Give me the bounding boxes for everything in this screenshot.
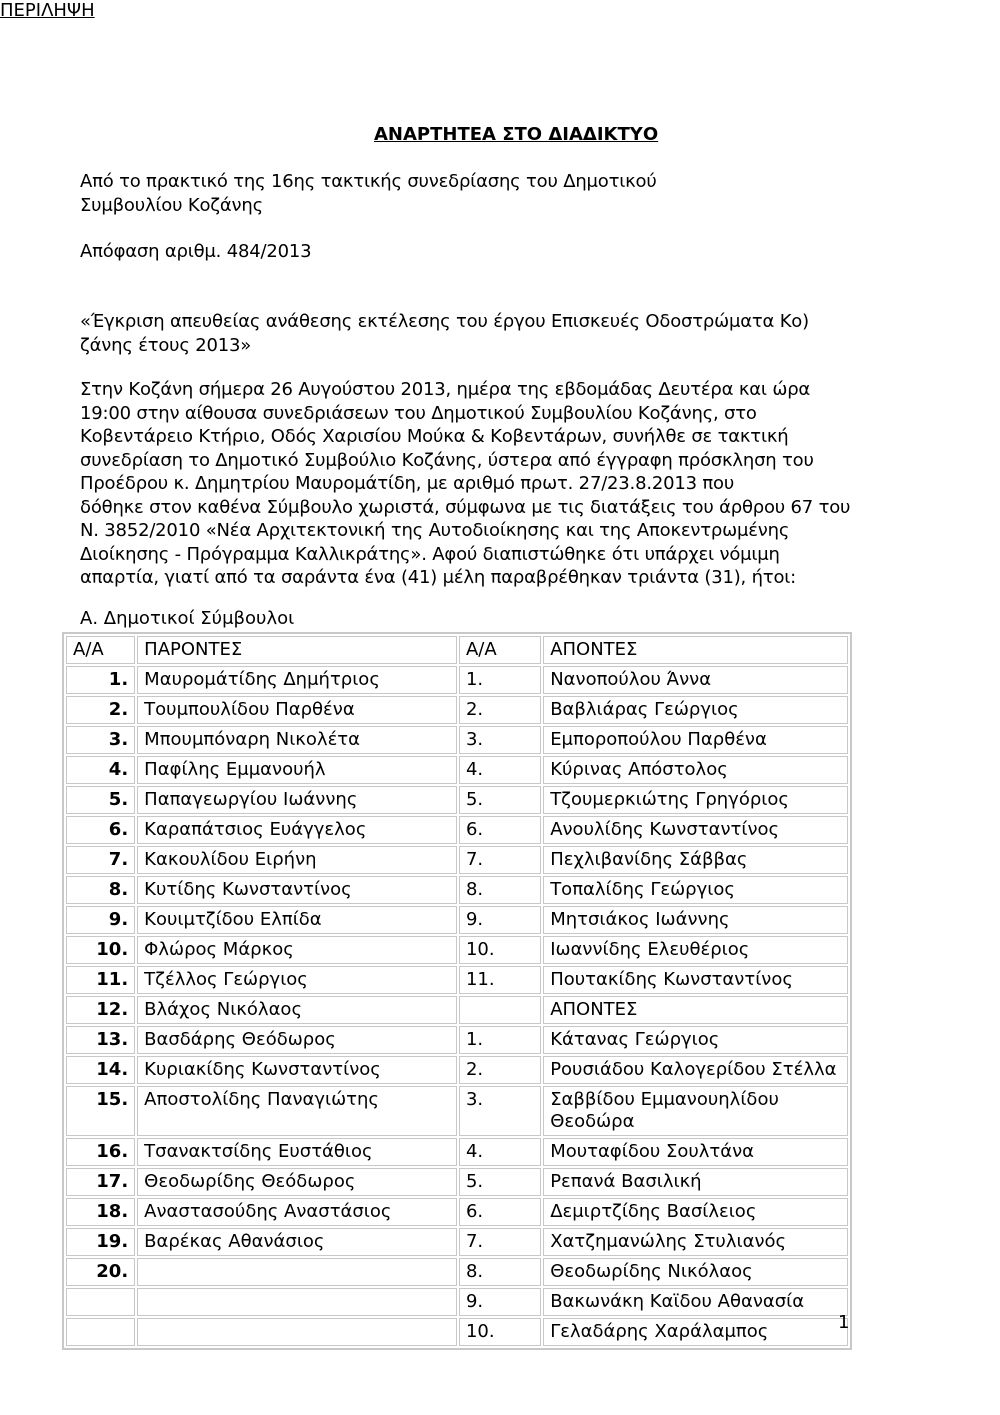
- right-number-cell: 2.: [459, 1056, 541, 1084]
- document-heading: ΑΝΑΡΤΗΤΕΑ ΣΤΟ ΔΙΑΔΙΚΤΥΟ: [374, 124, 659, 145]
- column-header: Α/Α: [66, 636, 135, 664]
- left-number-cell: 13.: [66, 1026, 135, 1054]
- members-table: [62, 632, 852, 1350]
- left-name-cell: Αναστασούδης Αναστάσιος: [137, 1198, 457, 1226]
- right-name-cell: Εμποροπούλου Παρθένα: [543, 726, 848, 754]
- right-number-cell: 1.: [459, 1026, 541, 1054]
- table-row: [66, 696, 848, 724]
- body-line: Στην Κοζάνη σήμερα 26 Αυγούστου 2013, ημέρα της εβδομάδας Δευτέρα και ώρα: [80, 379, 811, 400]
- right-number-cell: 5.: [459, 1168, 541, 1196]
- left-number-cell: 8.: [66, 876, 135, 904]
- right-number-cell: 4.: [459, 756, 541, 784]
- right-number-cell: 7.: [459, 1228, 541, 1256]
- subject-paragraph: [80, 310, 880, 357]
- table-row: [66, 1168, 848, 1196]
- right-number-cell: 9.: [459, 1288, 541, 1316]
- left-number-cell: 10.: [66, 936, 135, 964]
- left-number-cell: 3.: [66, 726, 135, 754]
- left-number-cell: 9.: [66, 906, 135, 934]
- right-number-cell: 6.: [459, 816, 541, 844]
- table-row: [66, 846, 848, 874]
- right-name-cell: Πεχλιβανίδης Σάββας: [543, 846, 848, 874]
- left-number-cell: 11.: [66, 966, 135, 994]
- left-number-cell: [66, 1318, 135, 1346]
- left-name-cell: Μαυρομάτίδης Δημήτριος: [137, 666, 457, 694]
- left-name-cell: Τζέλλος Γεώργιος: [137, 966, 457, 994]
- left-name-cell: Παφίλης Εμμανουήλ: [137, 756, 457, 784]
- left-name-cell: Κακουλίδου Ειρήνη: [137, 846, 457, 874]
- left-name-cell: Φλώρος Μάρκος: [137, 936, 457, 964]
- left-number-cell: 18.: [66, 1198, 135, 1226]
- right-name-cell: Ρεπανά Βασιλική: [543, 1168, 848, 1196]
- right-name-cell: Χατζημανώλης Στυλιανός: [543, 1228, 848, 1256]
- right-number-cell: 8.: [459, 1258, 541, 1286]
- table-row: [66, 1056, 848, 1084]
- right-name-cell: Τοπαλίδης Γεώργιος: [543, 876, 848, 904]
- right-name-cell: ΑΠΟΝΤΕΣ: [543, 996, 848, 1024]
- right-number-cell: 9.: [459, 906, 541, 934]
- left-name-cell: Κυριακίδης Κωνσταντίνος: [137, 1056, 457, 1084]
- section-title: Α. Δημοτικοί Σύμβουλοι: [80, 608, 295, 629]
- table-row: [66, 666, 848, 694]
- column-header: Α/Α: [459, 636, 541, 664]
- table-row: [66, 1228, 848, 1256]
- right-number-cell: 5.: [459, 786, 541, 814]
- right-number-cell: 3.: [459, 1086, 541, 1136]
- left-number-cell: 20.: [66, 1258, 135, 1286]
- left-number-cell: 14.: [66, 1056, 135, 1084]
- right-name-cell: Μητσιάκος Ιωάννης: [543, 906, 848, 934]
- left-name-cell: Βασδάρης Θεόδωρος: [137, 1026, 457, 1054]
- right-name-cell: Δεμιρτζίδης Βασίλειος: [543, 1198, 848, 1226]
- right-name-cell: Ανουλίδης Κωνσταντίνος: [543, 816, 848, 844]
- right-number-cell: 11.: [459, 966, 541, 994]
- right-name-cell: Θεοδωρίδης Νικόλαος: [543, 1258, 848, 1286]
- body-line: Ν. 3852/2010 «Νέα Αρχιτεκτονική της Αυτοδιοίκησης και της Αποκεντρωμένης: [80, 520, 790, 541]
- decision-number: Απόφαση αριθμ. 484/2013: [80, 241, 312, 262]
- left-name-cell: Τσανακτσίδης Ευστάθιος: [137, 1138, 457, 1166]
- table-row: [66, 996, 848, 1024]
- left-name-cell: Μπουμπόναρη Νικολέτα: [137, 726, 457, 754]
- table-row: [66, 1026, 848, 1054]
- right-name-cell: Κάτανας Γεώργιος: [543, 1026, 848, 1054]
- left-name-cell: [137, 1288, 457, 1316]
- table-row: [66, 786, 848, 814]
- table-row: [66, 816, 848, 844]
- left-number-cell: 5.: [66, 786, 135, 814]
- table-row: [66, 1258, 848, 1286]
- left-name-cell: Τουμπουλίδου Παρθένα: [137, 696, 457, 724]
- body-line: 19:00 στην αίθουσα συνεδριάσεων του Δημοτικού Συμβουλίου Κοζάνης, στο: [80, 402, 757, 424]
- table-row: [66, 756, 848, 784]
- right-name-cell: Τζουμερκιώτης Γρηγόριος: [543, 786, 848, 814]
- right-number-cell: 4.: [459, 1138, 541, 1166]
- body-paragraph: [80, 378, 880, 590]
- right-name-cell: Βαβλιάρας Γεώργιος: [543, 696, 848, 724]
- table-row: [66, 1086, 848, 1136]
- body-line: Διοίκησης - Πρόγραμμα Καλλικράτης». Αφού διαπιστώθηκε ότι υπάρχει νόμιμη: [80, 543, 780, 565]
- right-number-cell: 6.: [459, 1198, 541, 1226]
- table-header-row: [66, 636, 848, 664]
- left-name-cell: Θεοδωρίδης Θεόδωρος: [137, 1168, 457, 1196]
- right-name-cell: Πουτακίδης Κωνσταντίνος: [543, 966, 848, 994]
- right-number-cell: 8.: [459, 876, 541, 904]
- left-number-cell: 4.: [66, 756, 135, 784]
- left-number-cell: 19.: [66, 1228, 135, 1256]
- left-number-cell: 6.: [66, 816, 135, 844]
- column-header: ΑΠΟΝΤΕΣ: [543, 636, 848, 664]
- left-name-cell: Κυτίδης Κωνσταντίνος: [137, 876, 457, 904]
- left-number-cell: 1.: [66, 666, 135, 694]
- left-name-cell: Βαρέκας Αθανάσιος: [137, 1228, 457, 1256]
- left-name-cell: Αποστολίδης Παναγιώτης: [137, 1086, 457, 1136]
- right-number-cell: 10.: [459, 1318, 541, 1346]
- left-name-cell: Κουιμτζίδου Ελπίδα: [137, 906, 457, 934]
- right-number-cell: 1.: [459, 666, 541, 694]
- body-line: συνεδρίαση το Δημοτικό Συμβούλιο Κοζάνης, ύστερα από έγγραφη πρόσκληση του: [80, 449, 814, 471]
- subject-line: ζάνης έτους 2013»: [80, 334, 252, 356]
- right-number-cell: 10.: [459, 936, 541, 964]
- table-row: [66, 1288, 848, 1316]
- summary-heading: ΠΕΡΙΛΗΨΗ: [0, 0, 95, 21]
- table-row: [66, 966, 848, 994]
- table-row: [66, 1318, 848, 1346]
- right-name-cell: Σαββίδου Εμμανουηλίδου Θεοδώρα: [543, 1086, 848, 1136]
- left-name-cell: Παπαγεωργίου Ιωάννης: [137, 786, 457, 814]
- subject-line: «Έγκριση απευθείας ανάθεσης εκτέλεσης του έργου Επισκευές Οδοστρώματα Κο): [80, 311, 809, 332]
- left-number-cell: 16.: [66, 1138, 135, 1166]
- body-line: απαρτία, γιατί από τα σαράντα ένα (41) μέλη παραβρέθηκαν τριάντα (31), ήτοι:: [80, 567, 797, 588]
- table-row: [66, 876, 848, 904]
- right-number-cell: 3.: [459, 726, 541, 754]
- left-name-cell: Βλάχος Νικόλαος: [137, 996, 457, 1024]
- left-number-cell: [66, 1288, 135, 1316]
- right-name-cell: Μουταφίδου Σουλτάνα: [543, 1138, 848, 1166]
- left-number-cell: 15.: [66, 1086, 135, 1136]
- column-header: ΠΑΡΟΝΤΕΣ: [137, 636, 457, 664]
- left-name-cell: [137, 1318, 457, 1346]
- table-row: [66, 1138, 848, 1166]
- right-name-cell: Ιωαννίδης Ελευθέριος: [543, 936, 848, 964]
- right-name-cell: Ρουσιάδου Καλογερίδου Στέλλα: [543, 1056, 848, 1084]
- body-line: Κοβεντάρειο Κτήριο, Οδός Χαρισίου Μούκα & Κοβεντάρων, συνήλθε σε τακτική: [80, 426, 789, 447]
- left-number-cell: 17.: [66, 1168, 135, 1196]
- intro-line: Από το πρακτικό της 16ης τακτικής συνεδρίασης του Δημοτικού: [80, 171, 657, 192]
- left-number-cell: 12.: [66, 996, 135, 1024]
- body-line: Προέδρου κ. Δημητρίου Μαυρομάτίδη, με αριθμό πρωτ. 27/23.8.2013 που: [80, 473, 735, 494]
- left-number-cell: 7.: [66, 846, 135, 874]
- table-row: [66, 726, 848, 754]
- right-number-cell: 2.: [459, 696, 541, 724]
- right-name-cell: Νανοπούλου Άννα: [543, 666, 848, 694]
- right-name-cell: Κύρινας Απόστολος: [543, 756, 848, 784]
- left-number-cell: 2.: [66, 696, 135, 724]
- right-name-cell: Βακωνάκη Καϊδου Αθανασία: [543, 1288, 848, 1316]
- table-row: [66, 906, 848, 934]
- intro-line: Συμβουλίου Κοζάνης: [80, 194, 263, 216]
- table-row: [66, 1198, 848, 1226]
- left-name-cell: Καραπάτσιος Ευάγγελος: [137, 816, 457, 844]
- table-row: [66, 936, 848, 964]
- right-number-cell: 7.: [459, 846, 541, 874]
- right-name-cell: Γελαδάρης Χαράλαμπος: [543, 1318, 848, 1346]
- left-name-cell: [137, 1258, 457, 1286]
- intro-paragraph: [80, 170, 880, 217]
- body-line: δόθηκε στον καθένα Σύμβουλο χωριστά, σύμφωνα με τις διατάξεις του άρθρου 67 του: [80, 496, 851, 518]
- page-number: 1: [838, 1312, 850, 1333]
- right-number-cell: [459, 996, 541, 1024]
